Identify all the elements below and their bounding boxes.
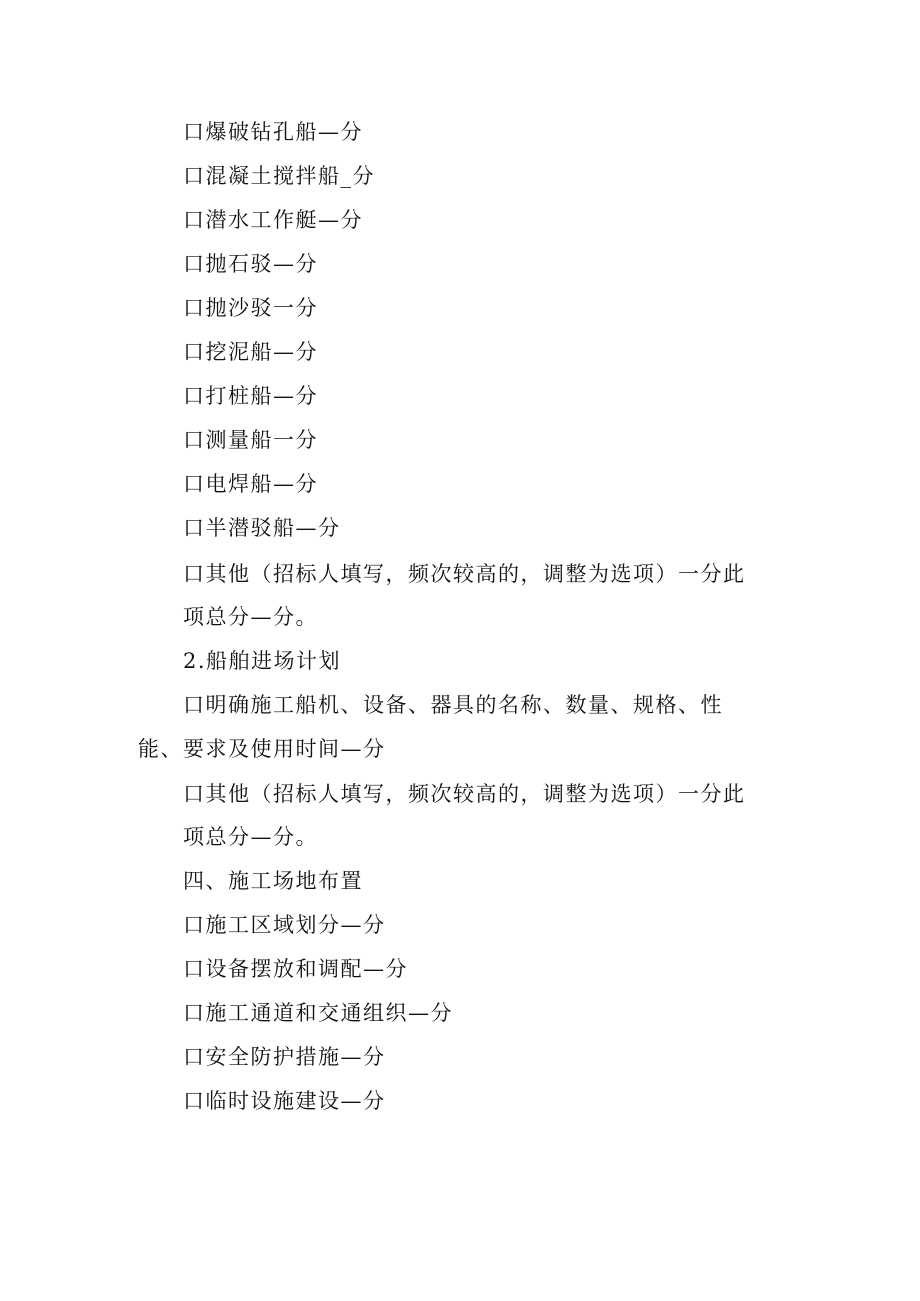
item-access-traffic: 口施工通道和交通组织—分 <box>183 1001 453 1025</box>
item-construction-zoning: 口施工区域划分—分 <box>183 913 386 937</box>
item-survey-ship: 口测量船一分 <box>183 428 318 452</box>
item-equipment-placement: 口设备摆放和调配—分 <box>183 957 408 981</box>
item-other-1: 口其他（招标人填写，频次较高的，调整为选项）一分此 <box>183 562 746 586</box>
item-semi-submersible-barge: 口半潜驳船—分 <box>183 516 341 540</box>
item-diving-work-boat: 口潜水工作艇—分 <box>183 208 363 232</box>
item-other-2: 口其他（招标人填写，频次较高的，调整为选项）一分此 <box>183 782 746 806</box>
item-safety-protection: 口安全防护措施—分 <box>183 1045 386 1069</box>
item-specify-equipment: 口明确施工船机、设备、器具的名称、数量、规格、性 <box>183 693 723 717</box>
item-specify-equipment-cont: 能、要求及使用时间—分 <box>138 737 386 761</box>
item-other-2-total: 项总分—分。 <box>183 825 318 849</box>
item-blasting-drill-ship: 口爆破钻孔船—分 <box>183 120 363 144</box>
item-stone-barge: 口抛石驳—分 <box>183 252 318 276</box>
item-welding-ship: 口电焊船—分 <box>183 472 318 496</box>
item-dredger: 口挖泥船—分 <box>183 340 318 364</box>
item-sand-barge: 口抛沙驳一分 <box>183 296 318 320</box>
item-concrete-mixer-ship: 口混凝土搅拌船_分 <box>183 164 375 188</box>
item-other-1-total: 项总分—分。 <box>183 605 318 629</box>
item-pile-driving-ship: 口打桩船—分 <box>183 384 318 408</box>
item-temporary-facilities: 口临时设施建设—分 <box>183 1089 386 1113</box>
section-heading-site-layout: 四、施工场地布置 <box>183 869 363 893</box>
section-heading-ship-entry-plan: 2.船舶进场计划 <box>183 649 342 673</box>
